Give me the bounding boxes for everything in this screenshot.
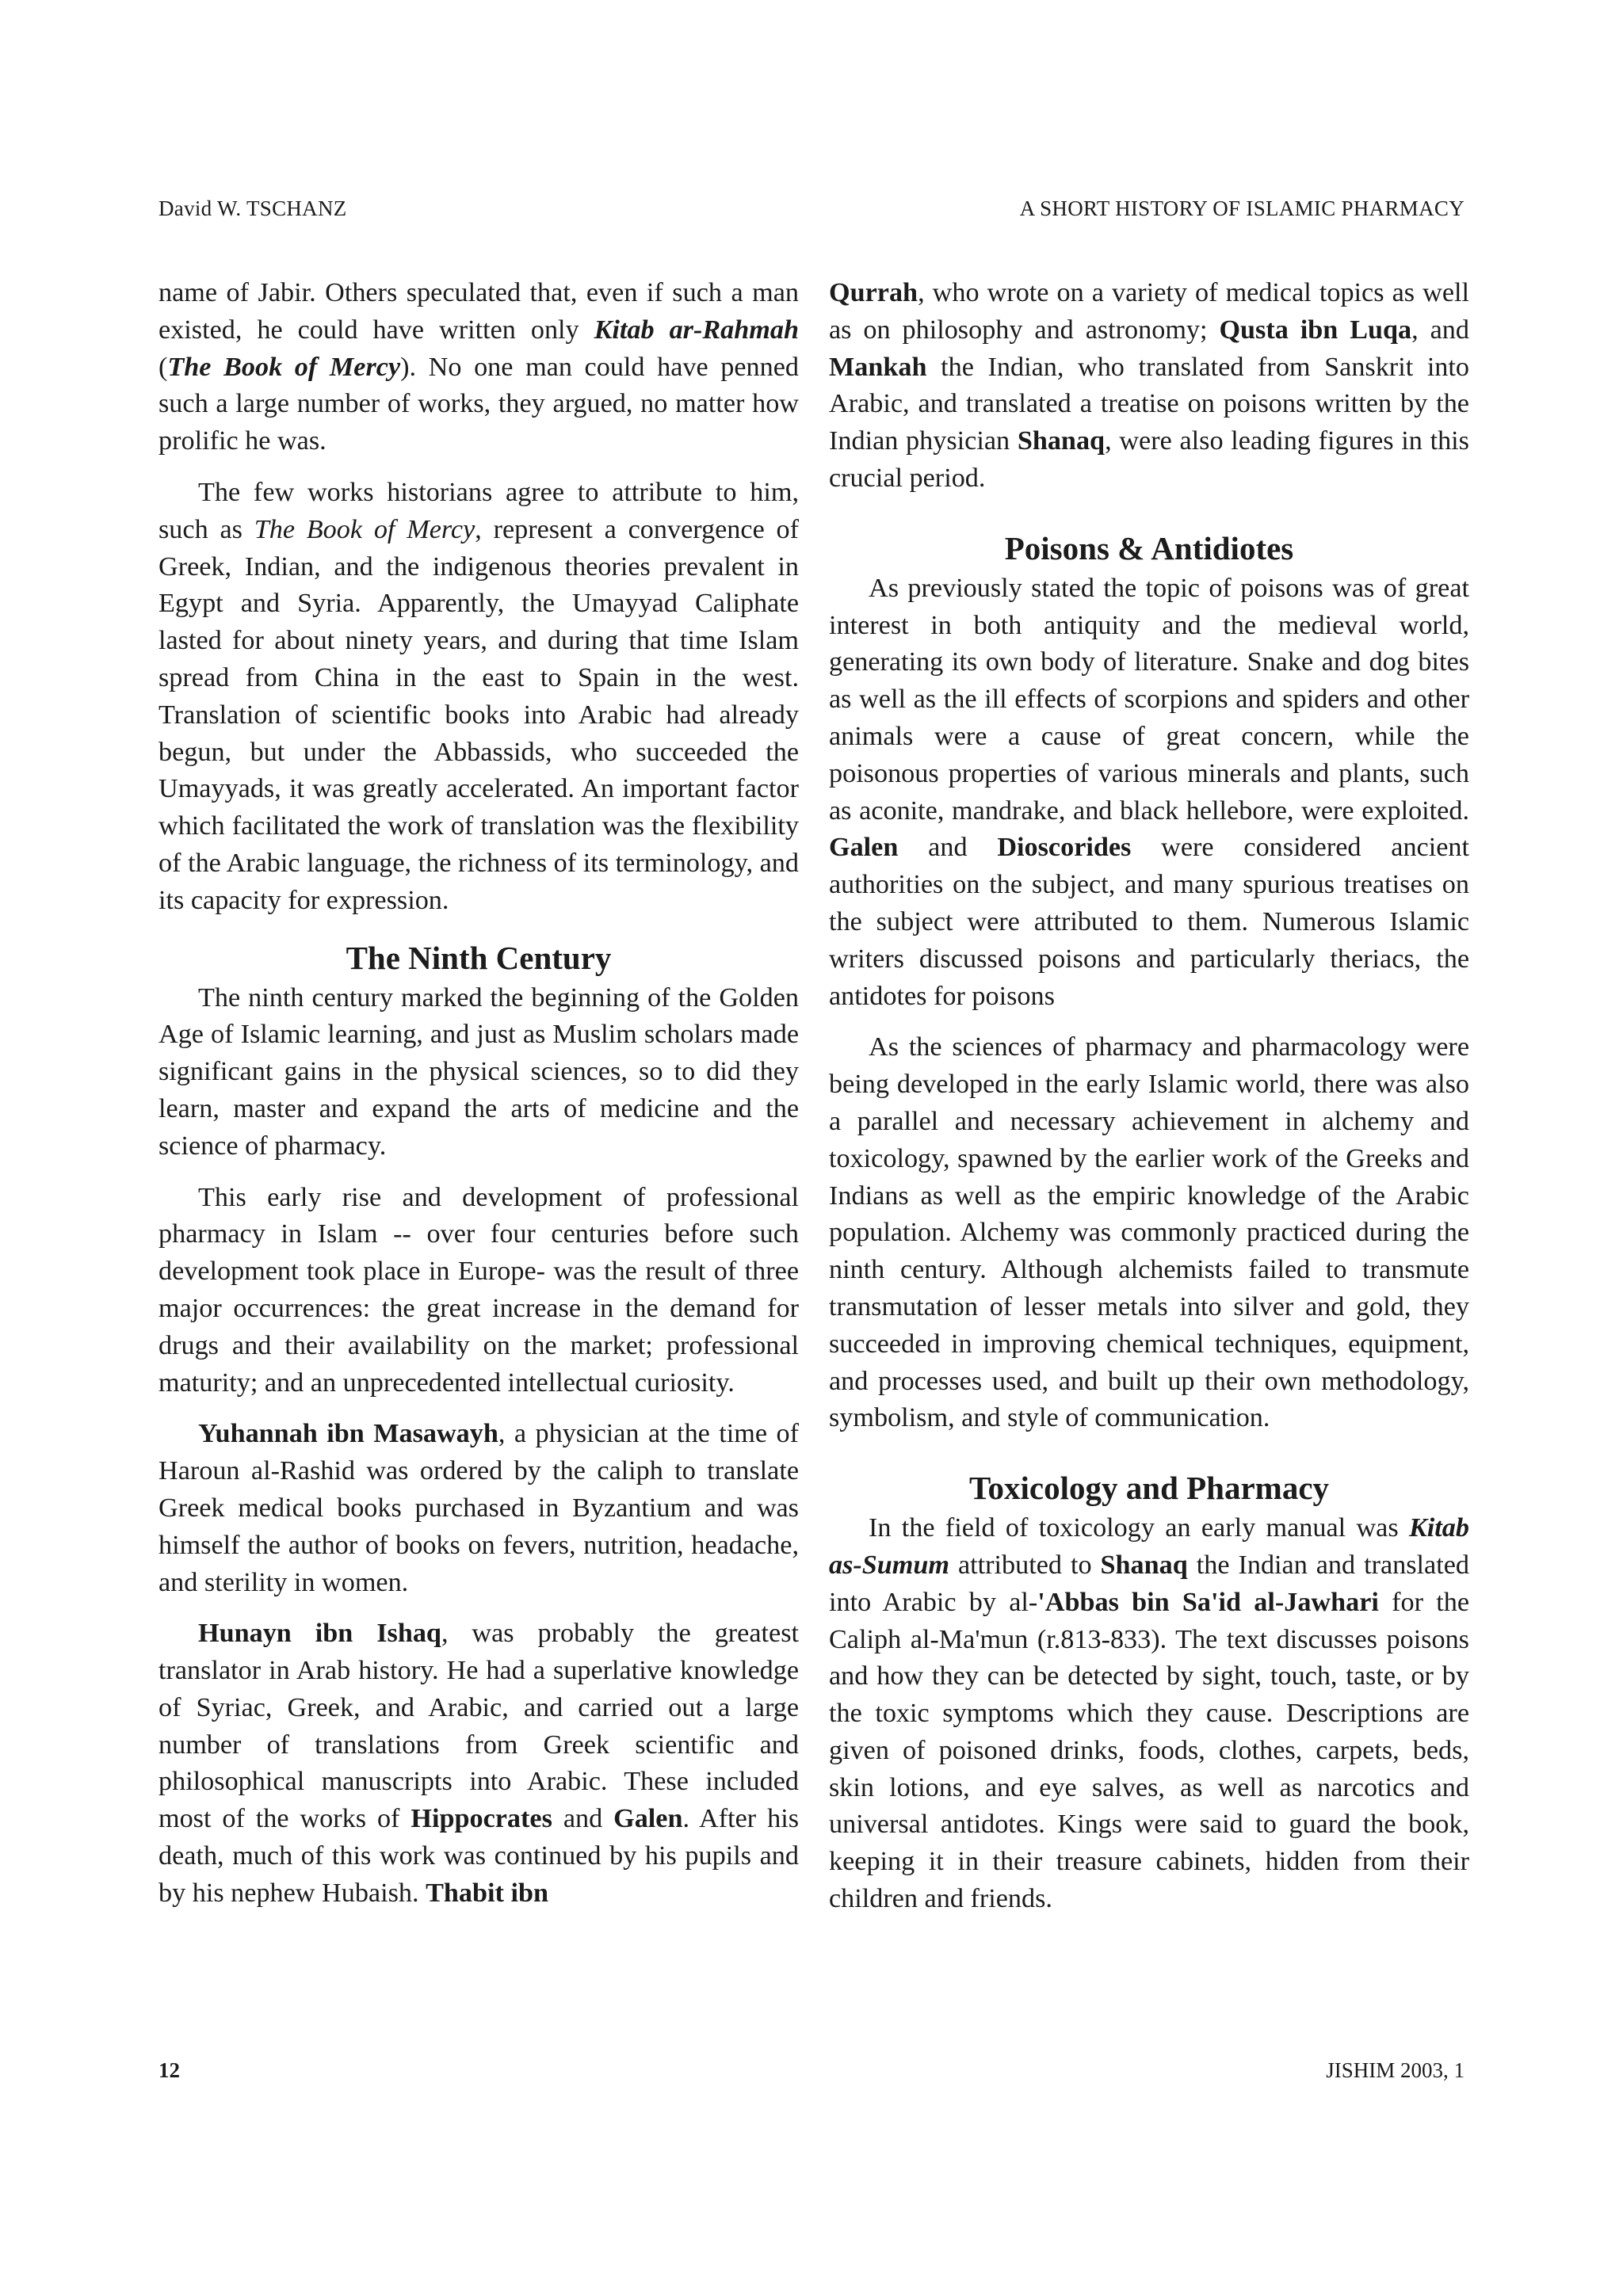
page-number: 12 [158,2058,180,2082]
text-run: The few works historians agree to attribute to him, such as [158,477,799,544]
text-run: for the Caliph al-Ma'mun (r.813-833). The text discusses poisons and how they can be detected by sight, touch, taste, or by the toxic symptoms which they cause. Descriptions are given of poisoned drinks, foods, clothes, carpets, beds, skin lotions, and eye salves, as well as narcotics and universal antidotes. Kings were said to guard the book, keeping it in their treasure cabinets, hidden from their children and friends. [829,1587,1469,1914]
text-run: the Indian and translated into Arabic by al- [829,1550,1469,1617]
text-run: ). No one man could have penned such a large number of works, they argued, no matter how prolific he was. [158,352,800,456]
text-run: Hippocrates [411,1804,552,1834]
text-run: were considered ancient authorities on the subject, and many spurious treatises on the subject were attributed to them. Numerous Islamic writers discussed poisons and particularly theriacs, the antidotes for poisons [829,833,1469,1011]
paragraph [829,570,1469,1016]
text-run: As previously stated the topic of poisons was of great interest in both antiquity and the medieval world, generating its own body of literature. Snake and dog bites as well as the ill effects of scorpions and spiders and other animals were a cause of great concern, while the poisonous properties of various minerals and plants, such as aconite, mandrake, and black hellebore, were exploited. [829,573,1469,826]
journal-title: A SHORT HISTORY OF ISLAMIC PHARMACY [1019,196,1465,220]
text-run: Galen [829,833,899,863]
text-run: Kitab as-Sumum [829,1513,1469,1580]
text-run: Hunayn ibn Ishaq [198,1619,441,1649]
paragraph [158,275,799,460]
text-run: The Book of Mercy [254,514,475,544]
section-heading-ninth-century: The Ninth Century [346,939,612,976]
author-name: David W. TSCHANZ [158,196,347,220]
text-run: 'Abbas bin Sa'id al-Jawhari [1037,1587,1379,1617]
text-run: Qusta ibn Luqa [1219,315,1412,345]
section-heading-toxicology: Toxicology and Pharmacy [968,1470,1330,1507]
text-run: This early rise and development of professional pharmacy in Islam -- over four centuries before such development took place in Europe- was the result of three major occurrences: the great increase in the demand for drugs and their availability on the market; professional maturity; and an unprecedented intellectual curiosity. [158,1182,799,1398]
journal-citation: JISHIM 2003, 1 [1326,2058,1465,2082]
text-run: Kitab ar-Rahmah [594,315,799,345]
right-column [829,275,1469,1918]
left-column [158,275,799,1913]
text-run: and [552,1804,614,1834]
text-run: Qurrah [829,278,918,307]
text-run: , were also leading figures in this crucial period. [829,426,1469,493]
text-run: , and [1411,315,1469,345]
text-run: and [898,833,998,863]
text-run: , represent a convergence of Greek, Indian, and the indigenous theories prevalent in Egypt and Syria. Apparently, the Umayyad Caliphate lasted for about ninety years, and during that time Islam spread from China in the east to Spain in the west. Translation of scientific books into Arabic had already begun, but under the Abbassids, who succeeded the Umayyads, it was greatly accelerated. An important factor which facilitated the work of translation was the flexibility of the Arabic language, the richness of its terminology, and its capacity for expression. [158,514,800,915]
text-run: the Indian, who translated from Sanskrit into Arabic, and translated a treatise on poisons written by the Indian physician [829,352,1469,456]
text-run: Dioscorides [997,833,1132,863]
text-run: Shanaq [1017,426,1106,456]
paragraph [158,1416,799,1601]
text-run: . After his death, much of this work was continued by his pupils and by his nephew Hubaish. [158,1804,800,1908]
text-run: In the field of toxicology an early manual was [869,1513,1409,1543]
section-heading-poisons: Poisons & Antidiotes [1004,529,1294,566]
text-run: , who wrote on a variety of medical topics as well as on philosophy and astronomy; [829,278,1469,345]
text-run: The Book of Mercy [167,352,401,382]
text-run: attributed to [949,1550,1101,1580]
text-run: Shanaq [1100,1550,1188,1580]
paragraph [829,1510,1469,1918]
paragraph [158,980,799,1165]
text-run: Thabit ibn [426,1878,548,1908]
paragraph [829,275,1469,498]
paragraph [158,475,799,920]
text-run: , was probably the greatest translator in Arab history. He had a superlative knowledge of Syriac, Greek, and Arabic, and carried out a large number of translations from Greek scientific and philosophical manuscripts into Arabic. These included most of the works of [158,1619,800,1834]
paragraph [829,1029,1469,1437]
text-run: , a physician at the time of Haroun al-Rashid was ordered by the caliph to translate Greek medical books purchased in Byzantium and was himself the author of books on fevers, nutrition, headache, and sterility in women. [158,1419,799,1597]
paragraph [158,1180,799,1402]
text-run: As the sciences of pharmacy and pharmacology were being developed in the early Islamic world, there was also a parallel and necessary achievement in alchemy and toxicology, spawned by the earlier work of the Greeks and Indians as well as the empiric knowledge of the Arabic population. Alchemy was commonly practiced during the ninth century. Although alchemists failed to transmute transmutation of lesser metals into silver and gold, they succeeded in improving chemical techniques, equipment, and processes used, and built up their own methodology, symbolism, and style of communication. [829,1032,1469,1433]
text-run: Yuhannah ibn Masawayh [198,1419,498,1449]
text-run: Galen [613,1804,683,1834]
text-run: Mankah [829,352,927,382]
text-run: The ninth century marked the beginning of the Golden Age of Islamic learning, and just as Muslim scholars made significant gains in the physical sciences, so to did they learn, master and expand the arts of medicine and the science of pharmacy. [158,982,799,1161]
text-run: ( [158,352,168,382]
paragraph [158,1615,799,1912]
text-run: name of Jabir. Others speculated that, even if such a man existed, he could have written only [158,278,799,345]
